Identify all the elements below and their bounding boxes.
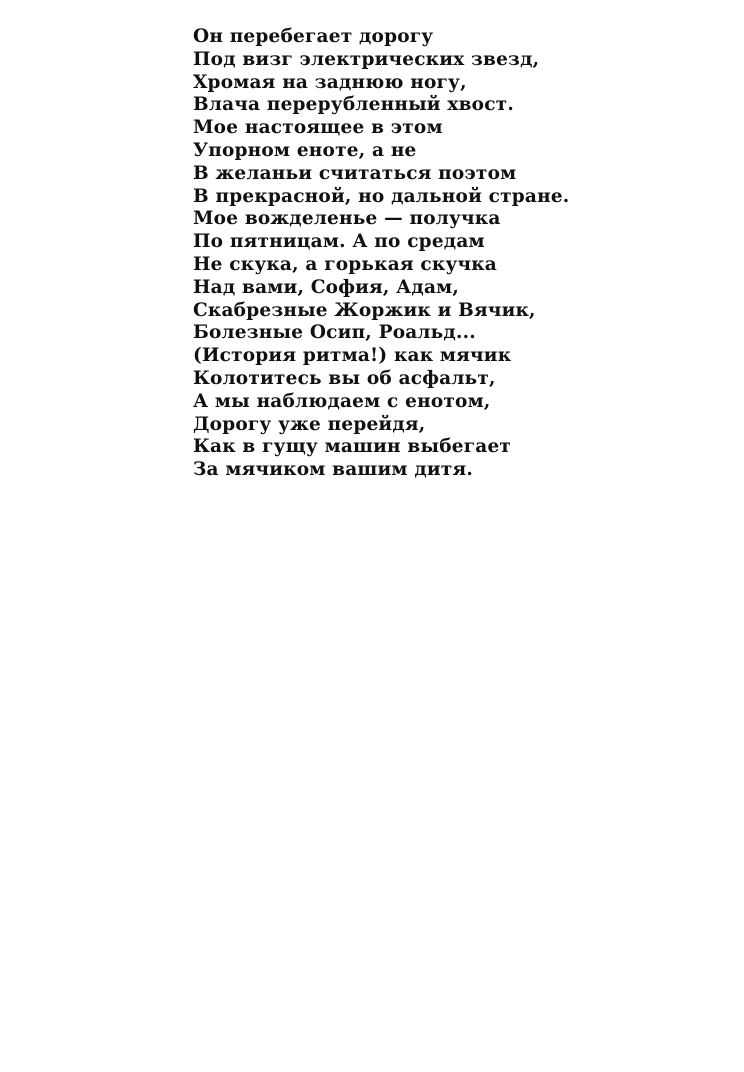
poem-line: Под визг электрических звезд,: [193, 48, 540, 70]
poem-line: Над вами, София, Адам,: [193, 276, 460, 298]
poem-line: Влача перерубленный хвост.: [193, 94, 514, 116]
poem-line: Он перебегает дорогу: [193, 26, 434, 47]
poem-line: А мы наблюдаем с енотом,: [193, 390, 491, 412]
poem-line: Колотитесь вы об асфальт,: [193, 367, 496, 389]
poem-line: По пятницам. А по средам: [193, 231, 485, 253]
poem-text: [193, 26, 569, 482]
poem-line: За мячиком вашим дитя.: [193, 459, 473, 481]
poem-line: Не скука, а горькая скучка: [193, 253, 497, 275]
poem-line: Мое вожделенье — получка: [193, 208, 501, 230]
poem-line: Как в гущу машин выбегает: [193, 436, 512, 458]
poem-line: В желаньи считаться поэтом: [193, 162, 517, 184]
poem-line: Болезные Осип, Роальд...: [193, 322, 476, 344]
poem-line: (История ритма!) как мячик: [193, 345, 512, 367]
poem-line: Мое настоящее в этом: [193, 117, 443, 139]
poem-line: Скабрезные Жоржик и Вячик,: [193, 299, 536, 321]
poem-line: Дорогу уже перейдя,: [193, 413, 426, 435]
poem-line: Хромая на заднюю ногу,: [193, 71, 467, 93]
poem-line: В прекрасной, но дальной стране.: [193, 185, 570, 207]
poem-line: Упорном еноте, а не: [193, 139, 417, 161]
